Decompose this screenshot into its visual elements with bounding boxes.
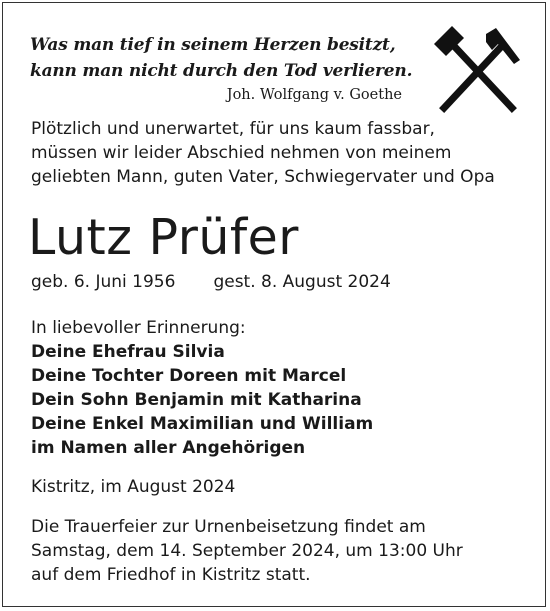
quote-line: kann man nicht durch den Tod verlieren.: [30, 61, 413, 81]
intro-line: Plötzlich und unerwartet, für uns kaum fassbar,: [31, 119, 435, 139]
life-dates: [31, 270, 391, 294]
funeral-service-info: [31, 515, 463, 587]
memory-heading: In liebevoller Erinnerung:: [31, 318, 246, 338]
family-member: im Namen aller Angehörigen: [31, 438, 306, 458]
place-date-text: Kistritz, im August 2024: [31, 477, 236, 497]
death-date: gest. 8. August 2024: [213, 272, 391, 292]
family-member: Deine Enkel Maximilian und William: [31, 414, 374, 434]
goethe-quote: [30, 32, 413, 106]
family-member: Deine Ehefrau Silvia: [31, 342, 225, 362]
intro-text: [31, 117, 495, 189]
quote-author: Joh. Wolfgang v. Goethe: [226, 87, 402, 103]
family-signature: [31, 316, 373, 460]
place-and-date: [31, 475, 235, 499]
service-line: Die Trauerfeier zur Urnenbeisetzung findet am: [31, 517, 426, 537]
intro-line: müssen wir leider Abschied nehmen von meinem: [31, 143, 452, 163]
birth-date: geb. 6. Juni 1956: [31, 272, 176, 292]
intro-line: geliebten Mann, guten Vater, Schwiegervater und Opa: [31, 167, 495, 187]
family-member: Deine Tochter Doreen mit Marcel: [31, 366, 347, 386]
quote-line: Was man tief in seinem Herzen besitzt,: [30, 35, 396, 55]
service-line: Samstag, dem 14. September 2024, um 13:00 Uhr: [31, 541, 463, 561]
service-line: auf dem Friedhof in Kistritz statt.: [31, 565, 311, 585]
family-member: Dein Sohn Benjamin mit Katharina: [31, 390, 362, 410]
hammer-and-pick-icon: [428, 20, 524, 116]
deceased-name: Lutz Prüfer: [28, 209, 299, 266]
